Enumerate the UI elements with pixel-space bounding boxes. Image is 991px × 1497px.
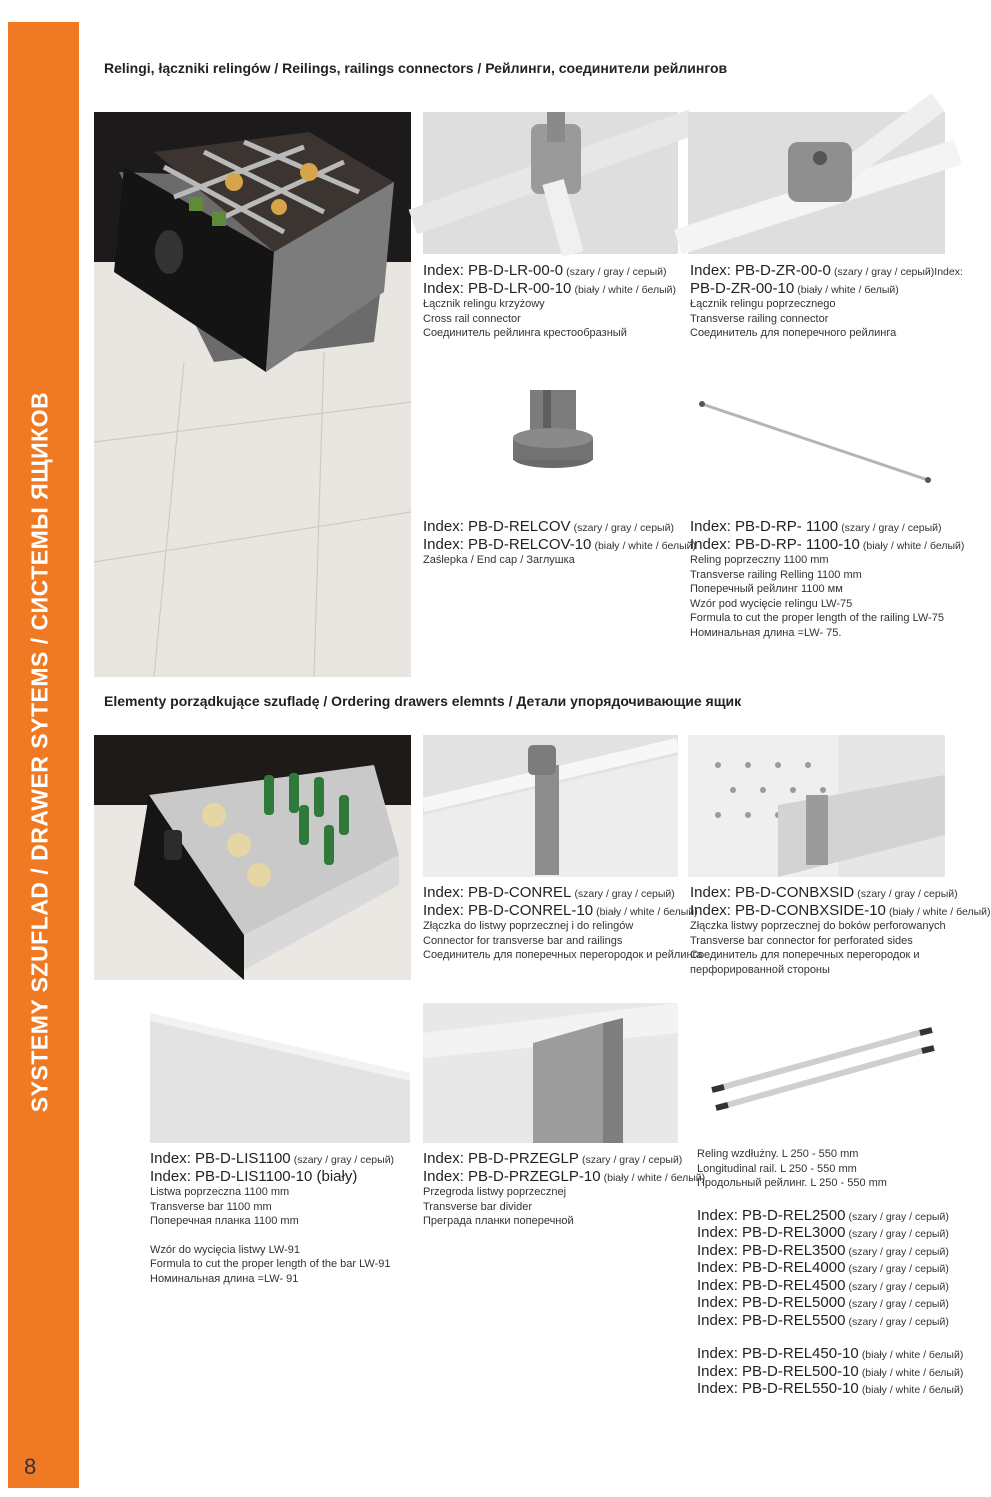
color-note: (szary / gray / серый)Index: — [833, 266, 963, 278]
ordering-drawer-photo — [94, 735, 411, 980]
product-conrel — [423, 884, 702, 963]
rel-gray-item — [697, 1207, 963, 1225]
color-note: (szary / gray / серый) — [566, 266, 667, 278]
drawer-railing-photo — [94, 112, 411, 677]
color-note: (szary / gray / серый) — [581, 1154, 683, 1166]
color-note: (szary / gray / серый) — [857, 888, 958, 900]
product-rp — [690, 518, 964, 640]
index-line: Index: PB-D-LR-00-10 — [423, 279, 572, 297]
product-zr — [690, 262, 963, 341]
conrel-connector-photo — [423, 735, 678, 877]
index-line: Index: PB-D-LIS1100 — [150, 1150, 291, 1167]
index-line: Index: PB-D-CONREL-10 — [423, 901, 594, 919]
description-line: Поперечный рейлинг 1100 мм — [690, 583, 843, 595]
color-note: (biały / white / белый) — [574, 283, 676, 296]
index-line: Index: PB-D-RP- 1100-10 — [690, 535, 860, 553]
index-line: Index: PB-D-REL5000 — [697, 1294, 846, 1311]
rel-gray-item — [697, 1259, 963, 1277]
longitudinal-rail-photo — [688, 1003, 945, 1143]
color-note: (szary / gray / серый) — [848, 1210, 949, 1223]
description-line: Поперечная планка 1100 mm — [150, 1215, 299, 1227]
index-line: Index: PB-D-CONREL — [423, 884, 572, 901]
description-line: Продольный рейлинг. L 250 - 550 mm — [697, 1177, 887, 1189]
section-heading-rails: Relingi, łączniki relingów / Reilings, railings connectors / Рейлинги, соединители рейлингов — [104, 60, 728, 76]
index-line: Index: PB-D-PRZEGLP-10 — [423, 1167, 601, 1185]
end-cap-photo — [423, 368, 678, 510]
description-line: Transverse railing Relling 1100 mm — [690, 568, 862, 581]
description-line: Przegroda listwy poprzecznej — [423, 1186, 567, 1198]
product-conbxsid — [690, 884, 991, 977]
description-line: Łącznik relingu krzyżowy — [423, 298, 545, 310]
index-line: Index: PB-D-REL450-10 — [697, 1345, 859, 1362]
index-line: Index: PB-D-REL3000 — [697, 1224, 846, 1241]
index-line: Index: PB-D-REL2500 — [697, 1206, 846, 1224]
description-line: Listwa poprzeczna 1100 mm — [150, 1186, 290, 1198]
sidebar-title: SYSTEMY SZUFLAD / DRAWER SYTEMS / СИСТЕМЫ ЯЩИКОВ — [26, 391, 53, 1113]
transverse-rail-photo — [688, 368, 945, 510]
product-relcov — [423, 518, 696, 568]
rel-gray-item — [697, 1294, 963, 1312]
index-line: Index: PB-D-CONBXSIDE-10 — [690, 901, 886, 919]
color-note: (biały / white / белый) — [603, 1171, 706, 1184]
index-line: Index: PB-D-RELCOV — [423, 518, 571, 535]
rel-gray-item — [697, 1224, 963, 1242]
description-line: Longitudinal rail. L 250 - 550 mm — [697, 1162, 857, 1175]
description-line: Cross rail connector — [423, 312, 521, 325]
description-line: Formula to cut the proper length of the bar LW-91 — [150, 1258, 391, 1270]
description-line: Złączka listwy poprzecznej do boków perforowanych — [690, 920, 946, 932]
color-note: (biały / white / белый) — [594, 539, 696, 552]
description-line: Номинальная длина =LW- 75. — [690, 626, 842, 639]
section-heading-ordering: Elementy porządkujące szufladę / Ordering drawers elemnts / Детали упорядочивающие ящик — [104, 693, 742, 709]
index-line: Index: PB-D-REL500-10 — [697, 1362, 859, 1380]
rel-white-item — [697, 1345, 963, 1363]
description-line: Wzór pod wycięcie relingu LW-75 — [690, 597, 853, 610]
rel-gray-item — [697, 1312, 963, 1330]
cross-rail-connector-photo — [423, 112, 678, 254]
description-line: Transverse railing connector — [690, 312, 829, 325]
color-note: (szary / gray / серый) — [848, 1280, 949, 1293]
color-note: (szary / gray / серый) — [573, 522, 674, 534]
description-line: Transverse bar 1100 mm — [150, 1200, 272, 1213]
spacer — [150, 1229, 394, 1243]
description-line: Wzór do wycięcia listwy LW-91 — [150, 1243, 300, 1256]
index-line: Index: PB-D-LR-00-0 — [423, 262, 564, 279]
index-line: Index: PB-D-CONBXSID — [690, 884, 855, 901]
description-line: Преграда планки поперечной — [423, 1215, 574, 1227]
color-note: (biały / white / белый) — [861, 1349, 964, 1361]
transverse-connector-photo — [688, 112, 945, 254]
color-note: (szary / gray / серый) — [848, 1263, 949, 1275]
index-line: Index: PB-D-REL4000 — [697, 1259, 846, 1276]
rel-gray-item — [697, 1242, 963, 1260]
description-line: Соединитель для поперечных перегородок и — [690, 949, 920, 961]
spacer — [697, 1329, 963, 1345]
description-line: Transverse bar connector for perforated sides — [690, 934, 913, 947]
description-line: Соединитель для поперечного рейлинга — [690, 327, 897, 339]
description-line: Złączka do listwy poprzecznej i do relingów — [423, 920, 634, 932]
color-note: (szary / gray / серый) — [848, 1245, 949, 1258]
description-line: Łącznik relingu poprzecznego — [690, 298, 836, 310]
description-line: Соединитель для поперечных перегородок и рейлинга — [423, 949, 703, 961]
index-line: Index: PB-D-RELCOV-10 — [423, 535, 592, 553]
transverse-bar-photo — [150, 1003, 410, 1143]
color-note: (szary / gray / серый) — [574, 888, 675, 900]
color-note: (szary / gray / серый) — [841, 522, 942, 534]
color-note: (biały / white / белый) — [888, 905, 991, 918]
bar-divider-photo — [423, 1003, 678, 1143]
index-line: Index: PB-D-RP- 1100 — [690, 518, 839, 535]
color-note: (biały / white / белый) — [596, 905, 698, 918]
index-line: Index: PB-D-REL4500 — [697, 1276, 846, 1294]
description-line: Reling poprzeczny 1100 mm — [690, 554, 829, 566]
product-lis — [150, 1150, 394, 1286]
description-line: перфорированной стороны — [690, 963, 830, 976]
description-line: Соединитель рейлинга крестообразный — [423, 327, 627, 339]
index-line: Index: PB-D-PRZEGLP — [423, 1150, 579, 1167]
description-line: Connector for transverse bar and railings — [423, 934, 623, 947]
rel-white-item — [697, 1363, 963, 1381]
color-note: (biały / white / белый) — [862, 539, 965, 552]
index-line: Index: PB-D-REL550-10 — [697, 1380, 859, 1397]
rel-white-item — [697, 1380, 963, 1398]
color-note: (biały / white / белый) — [861, 1384, 964, 1396]
index-line: Index: PB-D-REL5500 — [697, 1311, 846, 1329]
description-line: Номинальная длина =LW- 91 — [150, 1272, 299, 1285]
description-line: Zaślepka / End cap / Заглушка — [423, 554, 575, 566]
color-note: (szary / gray / серый) — [848, 1228, 949, 1240]
conbxsid-connector-photo — [688, 735, 945, 877]
spacer — [697, 1191, 963, 1207]
color-note: (szary / gray / серый) — [848, 1315, 949, 1328]
color-note: (szary / gray / серый) — [293, 1154, 395, 1166]
rel-gray-item — [697, 1277, 963, 1295]
product-przeglp — [423, 1150, 705, 1229]
index-line: Index: PB-D-REL3500 — [697, 1241, 846, 1259]
product-lr — [423, 262, 676, 341]
color-note: (biały / white / белый) — [861, 1366, 964, 1379]
description-line: Reling wzdłużny. L 250 - 550 mm — [697, 1148, 859, 1160]
color-note: (szary / gray / серый) — [848, 1298, 949, 1310]
description-line: Formula to cut the proper length of the railing LW-75 — [690, 612, 944, 624]
index-line: Index: PB-D-LIS1100-10 (biały) — [150, 1167, 358, 1185]
color-note: (biały / white / белый) — [797, 283, 899, 296]
index-line: PB-D-ZR-00-10 — [690, 279, 795, 297]
index-line: Index: PB-D-ZR-00-0 — [690, 262, 831, 279]
product-rel — [697, 1147, 963, 1398]
description-line: Transverse bar divider — [423, 1200, 533, 1213]
page-number: 8 — [24, 1454, 37, 1479]
